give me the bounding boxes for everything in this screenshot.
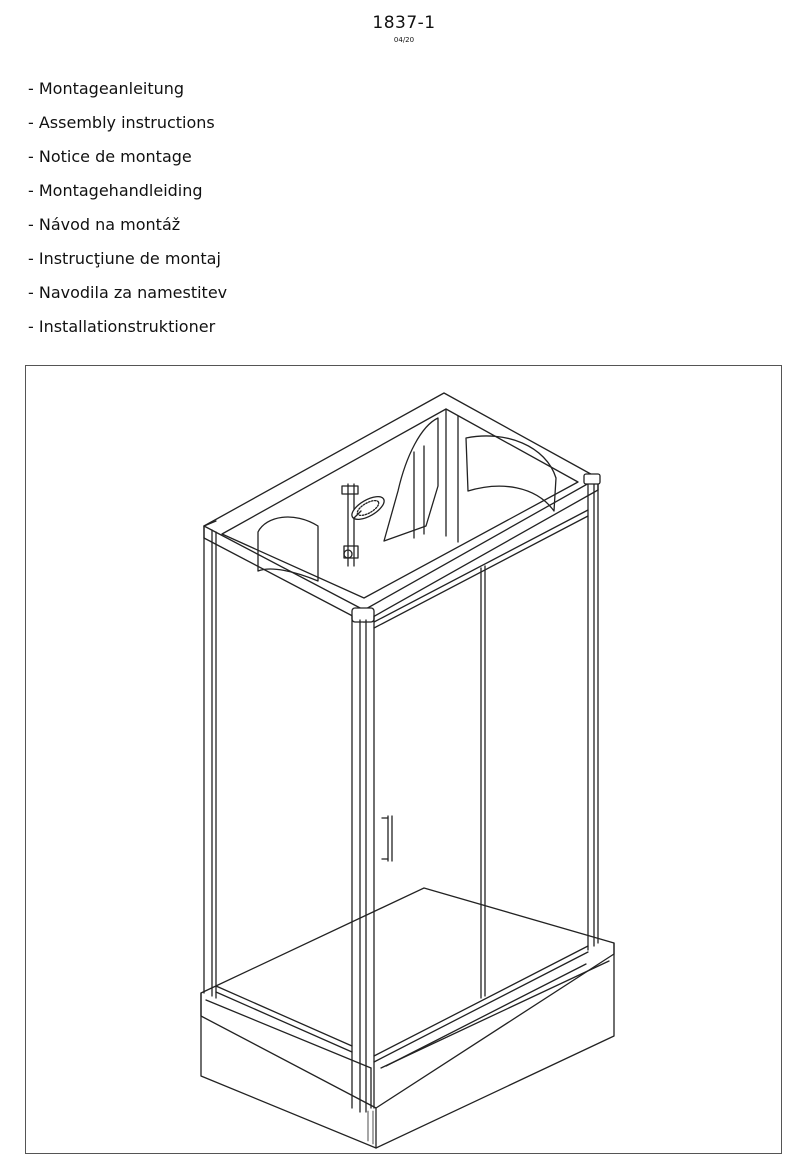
title-english: - Assembly instructions <box>28 113 215 132</box>
roof-frame <box>204 393 598 622</box>
title-french: - Notice de montage <box>28 147 192 166</box>
left-post <box>204 521 216 998</box>
shower-cabin-illustration <box>26 366 781 1153</box>
document-number: 1837-1 <box>372 13 436 33</box>
title-czech: - Návod na montáž <box>28 215 181 234</box>
title-german: - Montageanleitung <box>28 79 185 98</box>
illustration-frame <box>25 365 782 1154</box>
document-date: 04/20 <box>393 36 415 44</box>
instruction-title-list <box>28 72 227 344</box>
shower-tray <box>201 888 614 1148</box>
right-post <box>584 474 600 950</box>
title-danish: - Installationstruktioner <box>28 317 216 336</box>
title-romanian: - Instrucţiune de montaj <box>28 249 221 268</box>
title-slovenian: - Navodila za namestitev <box>28 283 228 302</box>
document-header <box>0 12 808 45</box>
door-handle <box>382 816 392 861</box>
title-dutch: - Montagehandleiding <box>28 181 203 200</box>
